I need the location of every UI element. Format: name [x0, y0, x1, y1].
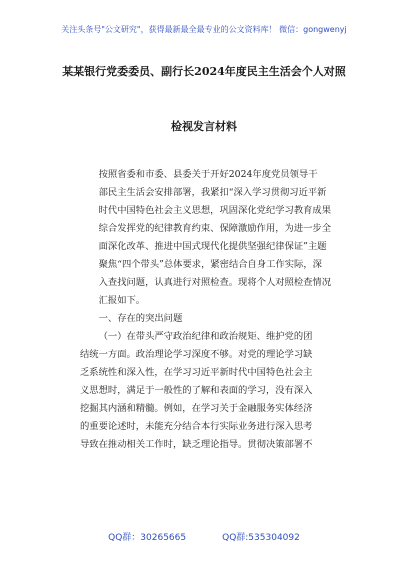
intro-line: 综合发挥党的纪律教育约束、保障激励作用，为进一步全 — [98, 223, 332, 234]
intro-line: 按照省委和市委、县委关于开好2024年度党员领导干 — [98, 169, 318, 180]
intro-line: 时代中国特色社会主义思想，巩固深化党纪学习教育成果 — [98, 205, 332, 216]
intro-line: 汇报如下。 — [98, 295, 146, 306]
subsection-paragraph — [80, 328, 330, 454]
footer-contact — [0, 532, 408, 544]
document-title-line-2: 检视发言材料 — [171, 120, 237, 133]
header-promo-notice: 关注头条号"公文研究"，获得最新最全最专业的公文资料库！ 微信：gongwenyj — [61, 25, 347, 34]
section-heading: 一、存在的突出问题 — [98, 313, 183, 324]
subsection-line: 挖掘其内涵和精髓。例如，在学习关于金融服务实体经济 — [80, 403, 313, 414]
intro-line: 面深化改革、推进中国式现代化提供坚强纪律保证”主题 — [98, 241, 327, 252]
document-body — [80, 166, 330, 454]
subsection-line: （一）在带头严守政治纪律和政治规矩、维护党的团 — [98, 331, 313, 342]
subsection-line: 义思想时，满足于一般性的了解和表面的学习，没有深入 — [80, 385, 313, 396]
document-title-line-1: 某某银行党委委员、副行长2024年度民主生活会个人对照 — [62, 65, 346, 78]
intro-line: 入查找问题，认真进行对照检查。现将个人对照检查情况 — [98, 277, 332, 288]
subsection-line: 乏系统性和深入性，在学习习近平新时代中国特色社会主 — [80, 367, 313, 378]
subsection-line: 结统一方面。政治理论学习深度不够。对党的理论学习缺 — [80, 349, 313, 360]
subsection-line: 的重要论述时，未能充分结合本行实际业务进行深入思考 — [80, 421, 313, 432]
intro-paragraph — [80, 166, 330, 310]
footer-qq-group-1: QQ群：30265665 — [108, 533, 187, 543]
subsection-line: 导致在推动相关工作时，缺乏理论指导。贯彻决策部署不 — [80, 439, 313, 450]
intro-line: 部民主生活会安排部署，我紧扣“深入学习贯彻习近平新 — [98, 187, 327, 198]
footer-qq-group-2: QQ群:535304092 — [222, 533, 300, 543]
intro-line: 聚焦“四个带头”总体要求，紧密结合自身工作实际，深 — [98, 259, 322, 270]
